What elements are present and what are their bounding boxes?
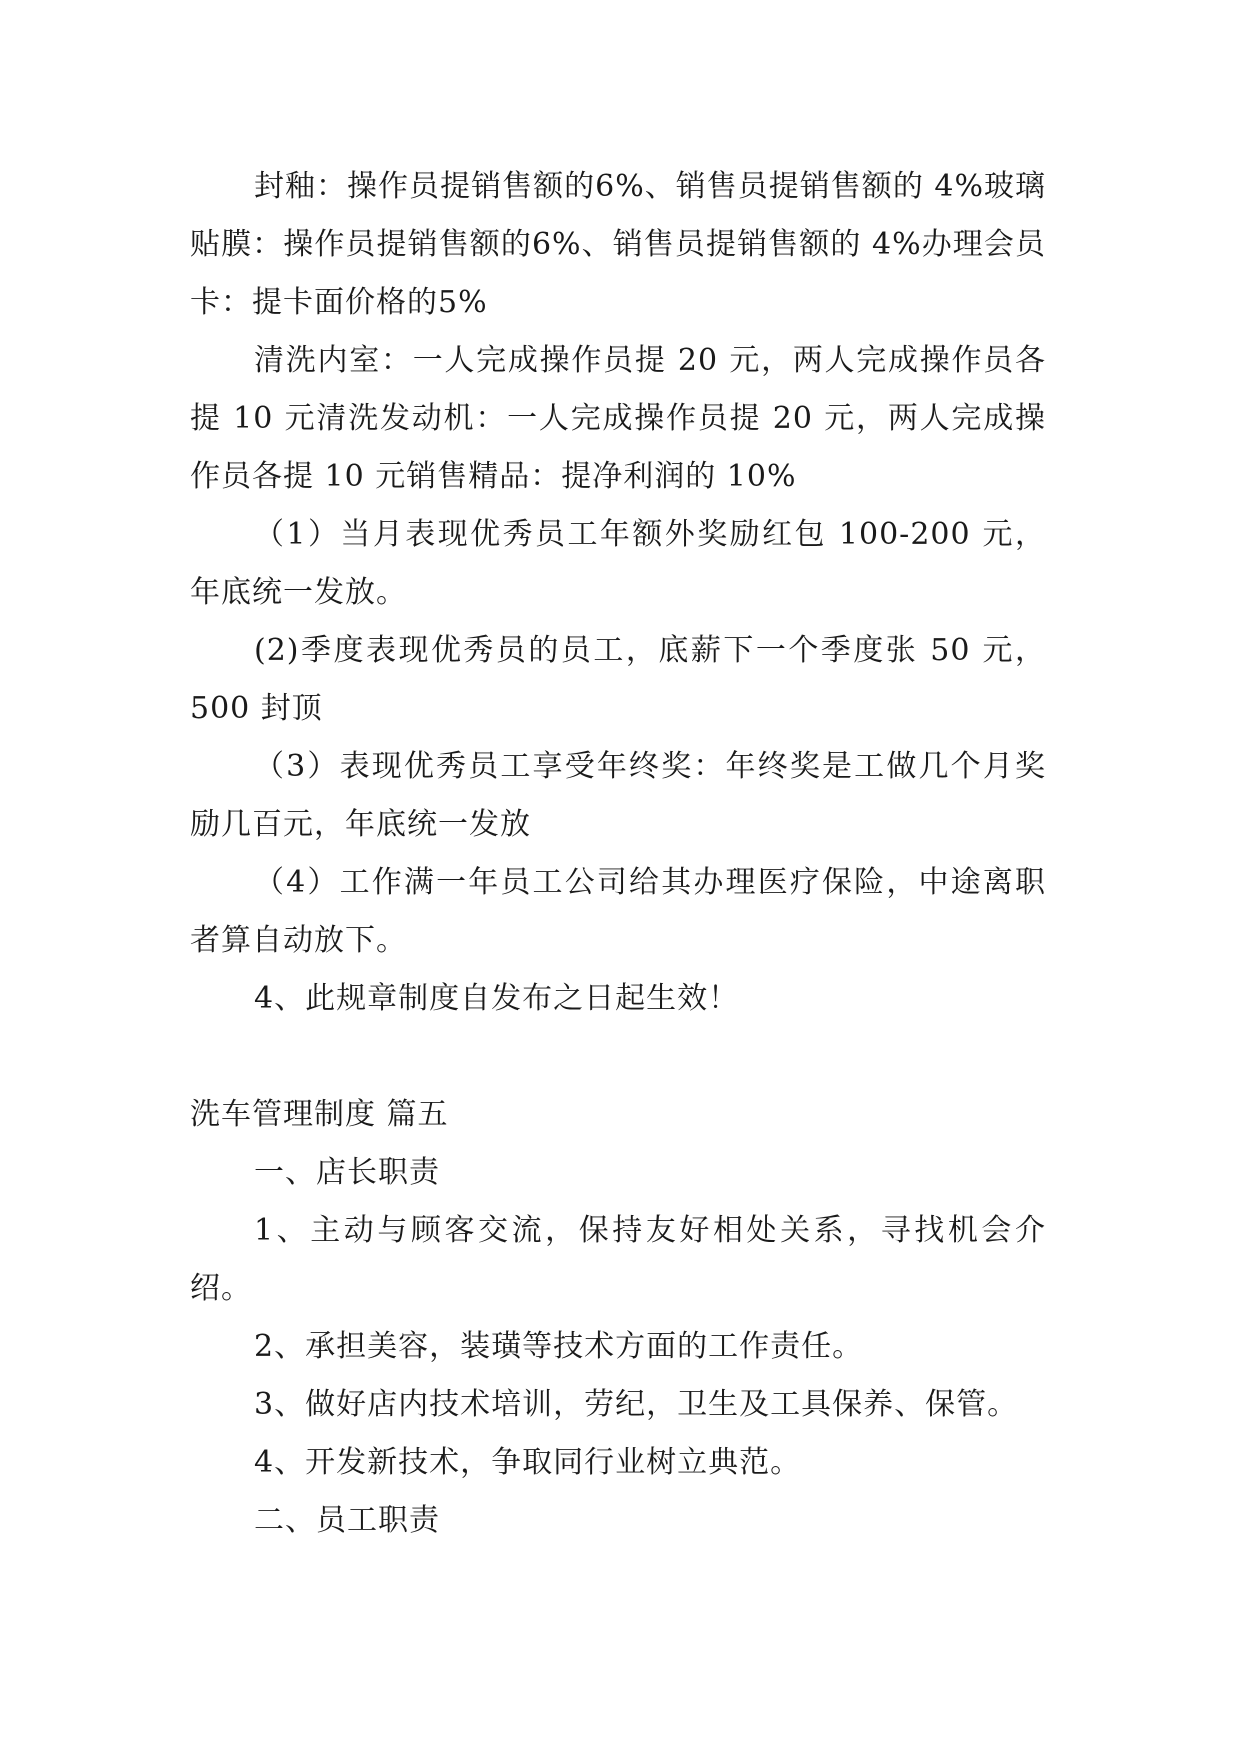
document-paragraph: （3）表现优秀员工享受年终奖：年终奖是工做几个月奖励几百元，年底统一发放 <box>190 749 1046 842</box>
document-body <box>190 158 1046 1550</box>
document-paragraph: 一、店长职责 <box>254 1155 440 1190</box>
document-paragraph: 封釉：操作员提销售额的6%、销售员提销售额的 4%玻璃贴膜：操作员提销售额的6%、销售员提销售额的 4%办理会员卡：提卡面价格的5% <box>190 169 1046 320</box>
section-heading: 洗车管理制度 篇五 <box>190 1097 449 1132</box>
document-paragraph: (2)季度表现优秀员的员工，底薪下一个季度张 50 元，500 封顶 <box>190 633 1046 726</box>
document-paragraph: 4、开发新技术，争取同行业树立典范。 <box>254 1445 802 1480</box>
document-paragraph: 清洗内室：一人完成操作员提 20 元，两人完成操作员各提 10 元清洗发动机：一人完成操作员提 20 元，两人完成操作员各提 10 元销售精品：提净利润的 10% <box>190 343 1046 494</box>
document-paragraph: 二、员工职责 <box>254 1503 440 1538</box>
document-paragraph: 1、主动与顾客交流，保持友好相处关系，寻找机会介绍。 <box>190 1213 1046 1306</box>
document-paragraph: （1）当月表现优秀员工年额外奖励红包 100-200 元，年底统一发放。 <box>190 517 1046 610</box>
document-paragraph: 4、此规章制度自发布之日起生效！ <box>254 981 740 1016</box>
document-paragraph: 3、做好店内技术培训，劳纪，卫生及工具保养、保管。 <box>254 1387 1019 1422</box>
document-paragraph: 2、承担美容，装璜等技术方面的工作责任。 <box>254 1329 864 1364</box>
document-page <box>190 158 1046 1550</box>
document-paragraph: （4）工作满一年员工公司给其办理医疗保险，中途离职者算自动放下。 <box>190 865 1046 958</box>
